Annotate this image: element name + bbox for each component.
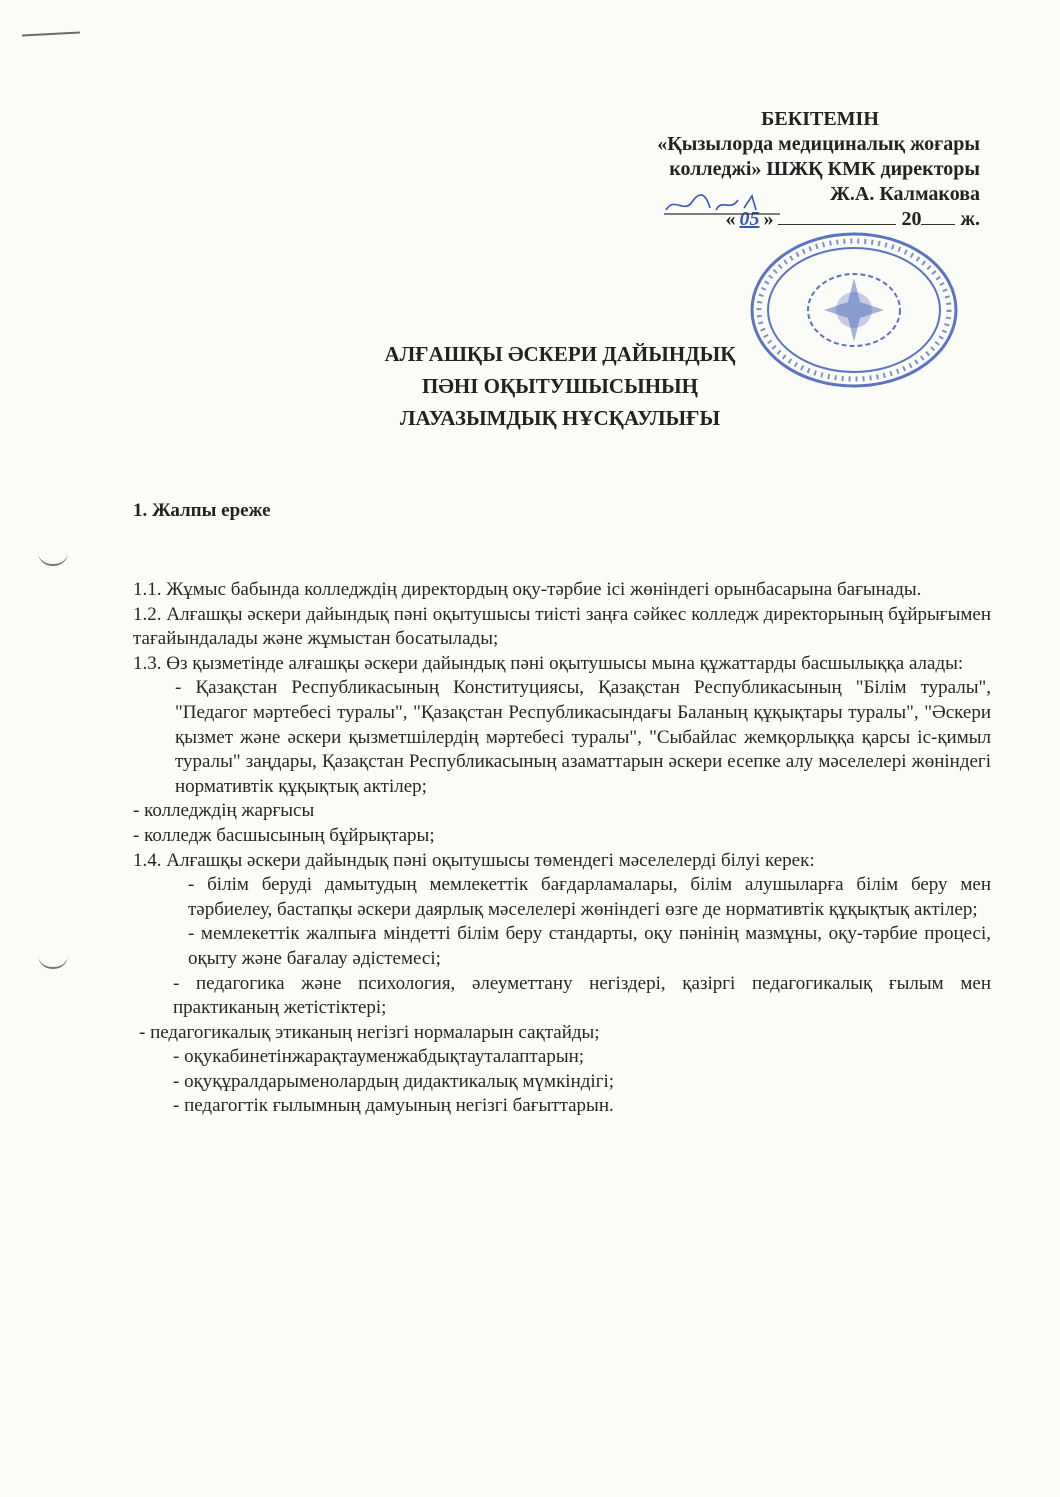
document-body [133,578,991,1119]
margin-mark [22,31,80,36]
knowledge-item-2: - мемлекеттік жалпыға міндетті білім беру стандарты, оқу пәнінің мазмұны, оқу-тәрбие процесі, оқыту және бағалау әдістемесі; [188,923,991,969]
paragraph-1-4: 1.4. Алғашқы әскери дайындық пәні оқытушысы төмендегі мәселелерді білуі керек: [133,849,815,871]
knowledge-item-5: - оқукабинетінжарақтауменжабдықтауталаптарын; [173,1046,585,1068]
paragraph-1-2: 1.2. Алғашқы әскери дайындық пәні оқытушысы тиісті заңға сәйкес колледж директорының бұйрығымен тағайындалады және жұмыстан босатылады; [133,603,991,650]
knowledge-item-4: - педагогикалық этиканың негізгі нормаларын сақтайды; [139,1021,600,1043]
list-item-charter: - колледждің жарғысы [133,800,315,822]
punch-mark [38,955,68,969]
title-line-1: АЛҒАШҚЫ ӘСКЕРИ ДАЙЫНДЫҚ [384,342,736,366]
list-item-orders: - колледж басшысының бұйрықтары; [133,824,435,846]
title-line-2: ПӘНІ ОҚЫТУШЫСЫНЫҢ [422,374,698,398]
approval-date: « 05 » 20 ж. [725,208,980,230]
paragraph-1-3: 1.3. Өз қызметінде алғашқы әскери дайындық пәні оқытушысы мына құжаттарды басшылыққа алады: [133,652,964,674]
paragraph-laws: - Қазақстан Республикасының Конституциясы, Қазақстан Республикасының "Білім туралы", "Педагог мәртебесі туралы", "Қазақстан Республикасындағы Баланың құқықтары туралы", "Әскери қызмет және әскери қызметшілердің мәртебесі туралы", "Сыбайлас жемқорлыққа қарсы іс-қимыл туралы" заңдары, Қазақстан Республикасының азаматтарын әскери есепке алу мәселелері жөніндегі нормативтік құқықтық актілер; [175,677,991,797]
knowledge-item-6: - оқуқұралдарыменолардың дидактикалық мүмкіндігі; [173,1070,615,1092]
knowledge-item-7: - педагогтік ғылымның дамуының негізгі бағыттарын. [173,1095,614,1117]
punch-mark [38,552,68,566]
document-title [300,338,820,434]
signature [662,190,782,218]
knowledge-item-1: - білім беруді дамытудың мемлекеттік бағдарламалары, білім алушыларға білім беру мен тәрбиелеу, бастапқы әскери даярлық мәселелері жөніндегі өзге де нормативтік құқықтық актілер; [188,874,991,920]
approval-line-1: «Қызылорда медициналық жоғары [657,133,980,155]
date-day: 05 [739,208,760,230]
paragraph-1-1: 1.1. Жұмыс бабында колледждің директордың оқу-тәрбие ісі жөніндегі орынбасарына бағынады. [133,579,922,600]
section-heading: 1. Жалпы ереже [133,500,271,521]
title-line-3: ЛАУАЗЫМДЫҚ НҰСҚАУЛЫҒЫ [399,406,721,430]
approval-heading: БЕКІТЕМІН [761,108,879,130]
approval-signatory: Ж.А. Калмакова [830,183,980,205]
approval-line-2: колледжі» ШЖҚ КМК директоры [669,158,980,180]
knowledge-item-3: - педагогика және психология, әлеуметтану негіздері, қазіргі педагогикалық ғылым мен практиканың жетістіктері; [173,972,991,1019]
